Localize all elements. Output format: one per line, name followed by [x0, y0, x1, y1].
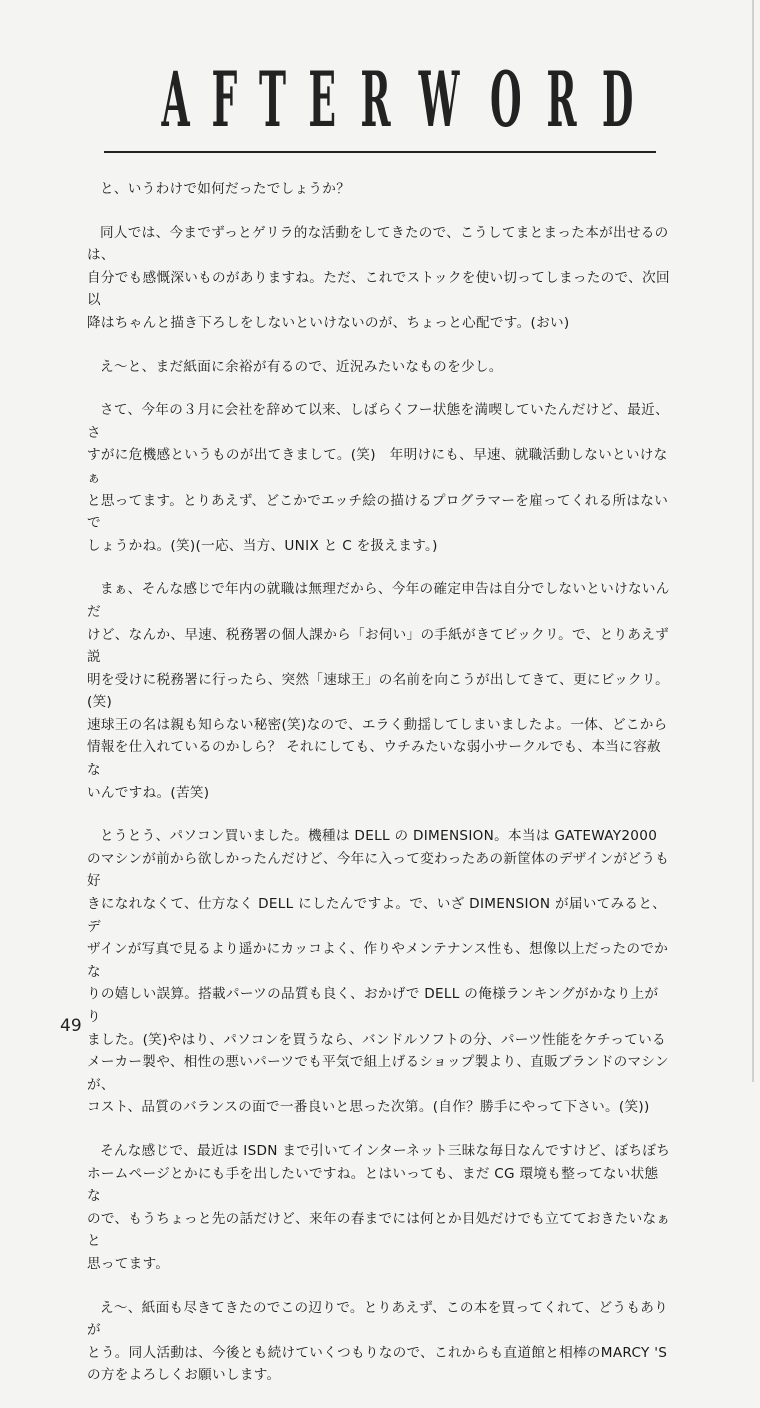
- page-number: 49: [60, 1016, 82, 1036]
- title-letter: R: [359, 54, 391, 145]
- title-letter: T: [259, 54, 287, 145]
- title-letter: A: [161, 54, 190, 145]
- title-letter: W: [419, 54, 460, 145]
- title-letter: F: [211, 54, 238, 145]
- paragraph: え～と、まだ紙面に余裕が有るので、近況みたいなものを少し。: [100, 358, 503, 375]
- title-letter: R: [546, 54, 577, 145]
- page-edge: [752, 0, 754, 1082]
- paragraph: まぁ、そんな感じで年内の就職は無理だから、今年の確定申告は自分でしないといけないんだ けど、なんか、早速、税務署の個人課から「お伺い」の手紙がきてビックリ。で、とりあえず説 明を受けに税務署に行ったら、突然「速球王」の名前を向こうが出してきて、更にビックリ。(笑) 速球王の名は親も知らない秘密(笑)なので、エラく動揺してしまいましたよ。一体、どこから 情報を仕入れているのかしら？ それにしても、ウチみたいな弱小サークルでも、本当に容赦な いんですね。(苦笑): [87, 581, 670, 801]
- afterword-title: [150, 54, 634, 150]
- title-underline: [104, 151, 656, 153]
- title-letter: D: [601, 54, 634, 145]
- paragraph: とうとう、パソコン買いました。機種は DELL の DIMENSION。本当は GATEWAY2000 のマシンが前から欲しかったんだけど、今年に入って変わったあの新筐体のデザインがどうも好 きになれなくて、仕方なく DELL にしたんですよ。で、いざ DIMENSION が届いてみると、デ ザインが写真で見るより遥かにカッコよく、作りやメンテナンス性も、想像以上だったのでかな りの嬉しい誤算。搭載パーツの品質も良く、おかげで DELL の俺様ランキングがかなり上がり ました。(笑)やはり、パソコンを買うなら、バンドルソフトの分、パーツ性能をケチっている メーカー製や、相性の悪いパーツでも平気で組上げるショップ製より、直販ブランドのマシンが、 コスト、品質のバランスの面で一番良いと思った次第。(自作？勝手にやって下さい。(笑)): [87, 828, 670, 1116]
- title-letter: O: [489, 54, 522, 145]
- title-letter: E: [308, 54, 337, 145]
- paragraph: え～、紙面も尽きてきたのでこの辺りで。とりあえず、この本を買ってくれて、どうもありが とう。同人活動は、今後とも続けていくつもりなので、これからも直道館と相棒のMARCY 'S の方をよろしくお願いします。: [87, 1299, 669, 1384]
- paragraph: 同人では、今までずっとゲリラ的な活動をしてきたので、こうしてまとまった本が出せるのは、 自分でも感慨深いものがありますね。ただ、これでストックを使い切ってしまったので、次回以 降はちゃんと描き下ろしをしないといけないのが、ちょっと心配です。(おい): [87, 224, 670, 331]
- paragraph: と、いうわけで如何だったでしょうか？: [100, 181, 351, 197]
- afterword-body: [87, 178, 672, 1408]
- paragraph: そんな感じで、最近は ISDN まで引いてインターネット三昧な毎日なんですけど、ぼちぼち ホームページとかにも手を出したいですね。とはいっても、まだ CG 環境も整ってない状態な ので、もうちょっと先の話だけど、来年の春までには何とか目処だけでも立てておきたいなぁと 思ってます。: [87, 1142, 671, 1272]
- paragraph: さて、今年の３月に会社を辞めて以来、しばらくフー状態を満喫していたんだけど、最近、さ すがに危機感というものが出てきまして。(笑) 年明けにも、早速、就職活動しないといけなぁ と思ってます。とりあえず、どこかでエッチ絵の描けるプログラマーを雇ってくれる所はないで しょうかね。(笑)(一応、当方、UNIX と C を扱えます。): [87, 402, 669, 554]
